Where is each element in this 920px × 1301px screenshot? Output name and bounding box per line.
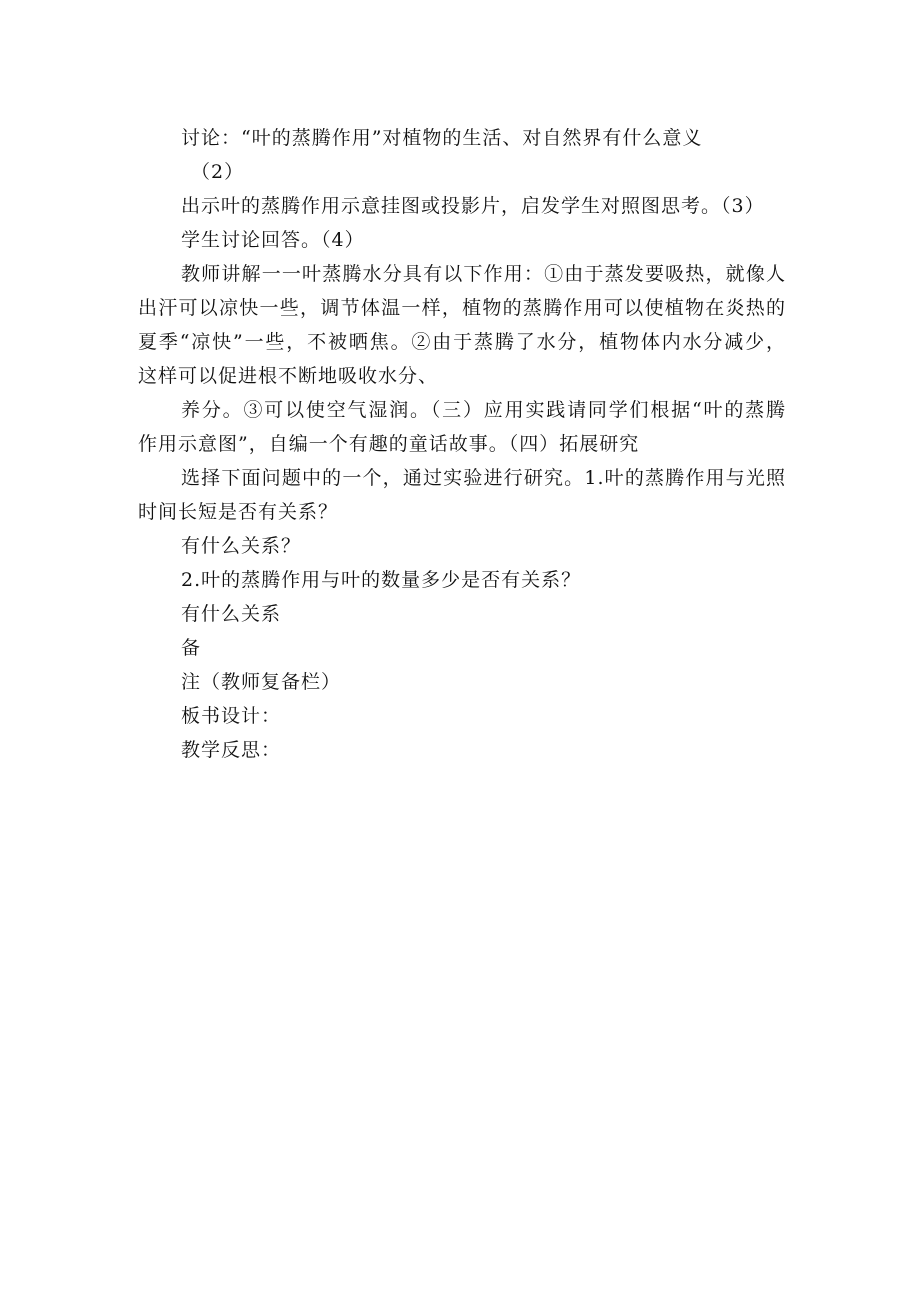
text-line: 有什么关系？ bbox=[181, 535, 302, 557]
text-line: 选择下面问题中的一个，通过实验进行研究。1.叶的蒸腾作用与光照 bbox=[181, 467, 786, 489]
text-line: 养分。③可以使空气湿润。（三）应用实践请同学们根据“叶的蒸腾 bbox=[181, 399, 786, 421]
text-line: 2.叶的蒸腾作用与叶的数量多少是否有关系？ bbox=[181, 569, 582, 591]
text-line: 教学反思： bbox=[181, 739, 282, 761]
text-line: 备 bbox=[181, 637, 202, 659]
text-line: 出示叶的蒸腾作用示意挂图或投影片，启发学生对照图思考。（3） bbox=[181, 195, 765, 217]
text-line: 学生讨论回答。（4） bbox=[181, 229, 365, 251]
text-line: 板书设计： bbox=[181, 705, 282, 727]
text-line: 有什么关系 bbox=[181, 603, 282, 625]
text-line: 这样可以促进根不断地吸收水分、 bbox=[138, 365, 439, 387]
text-line: 讨论：“叶的蒸腾作用”对植物的生活、对自然界有什么意义 bbox=[181, 127, 703, 149]
text-line: （2） bbox=[191, 161, 245, 183]
text-line: 作用示意图”，自编一个有趣的童话故事。（四）拓展研究 bbox=[138, 433, 640, 455]
document-body bbox=[138, 121, 786, 767]
text-line: 夏季“凉快”一些，不被晒焦。②由于蒸腾了水分，植物体内水分减少， bbox=[138, 331, 786, 353]
text-line: 教师讲解一一叶蒸腾水分具有以下作用：①由于蒸发要吸热，就像人 bbox=[181, 263, 786, 285]
text-line: 注（教师复备栏） bbox=[181, 671, 342, 693]
text-line: 出汗可以凉快一些，调节体温一样，植物的蒸腾作用可以使植物在炎热的 bbox=[138, 297, 786, 319]
text-line: 时间长短是否有关系？ bbox=[138, 501, 339, 523]
